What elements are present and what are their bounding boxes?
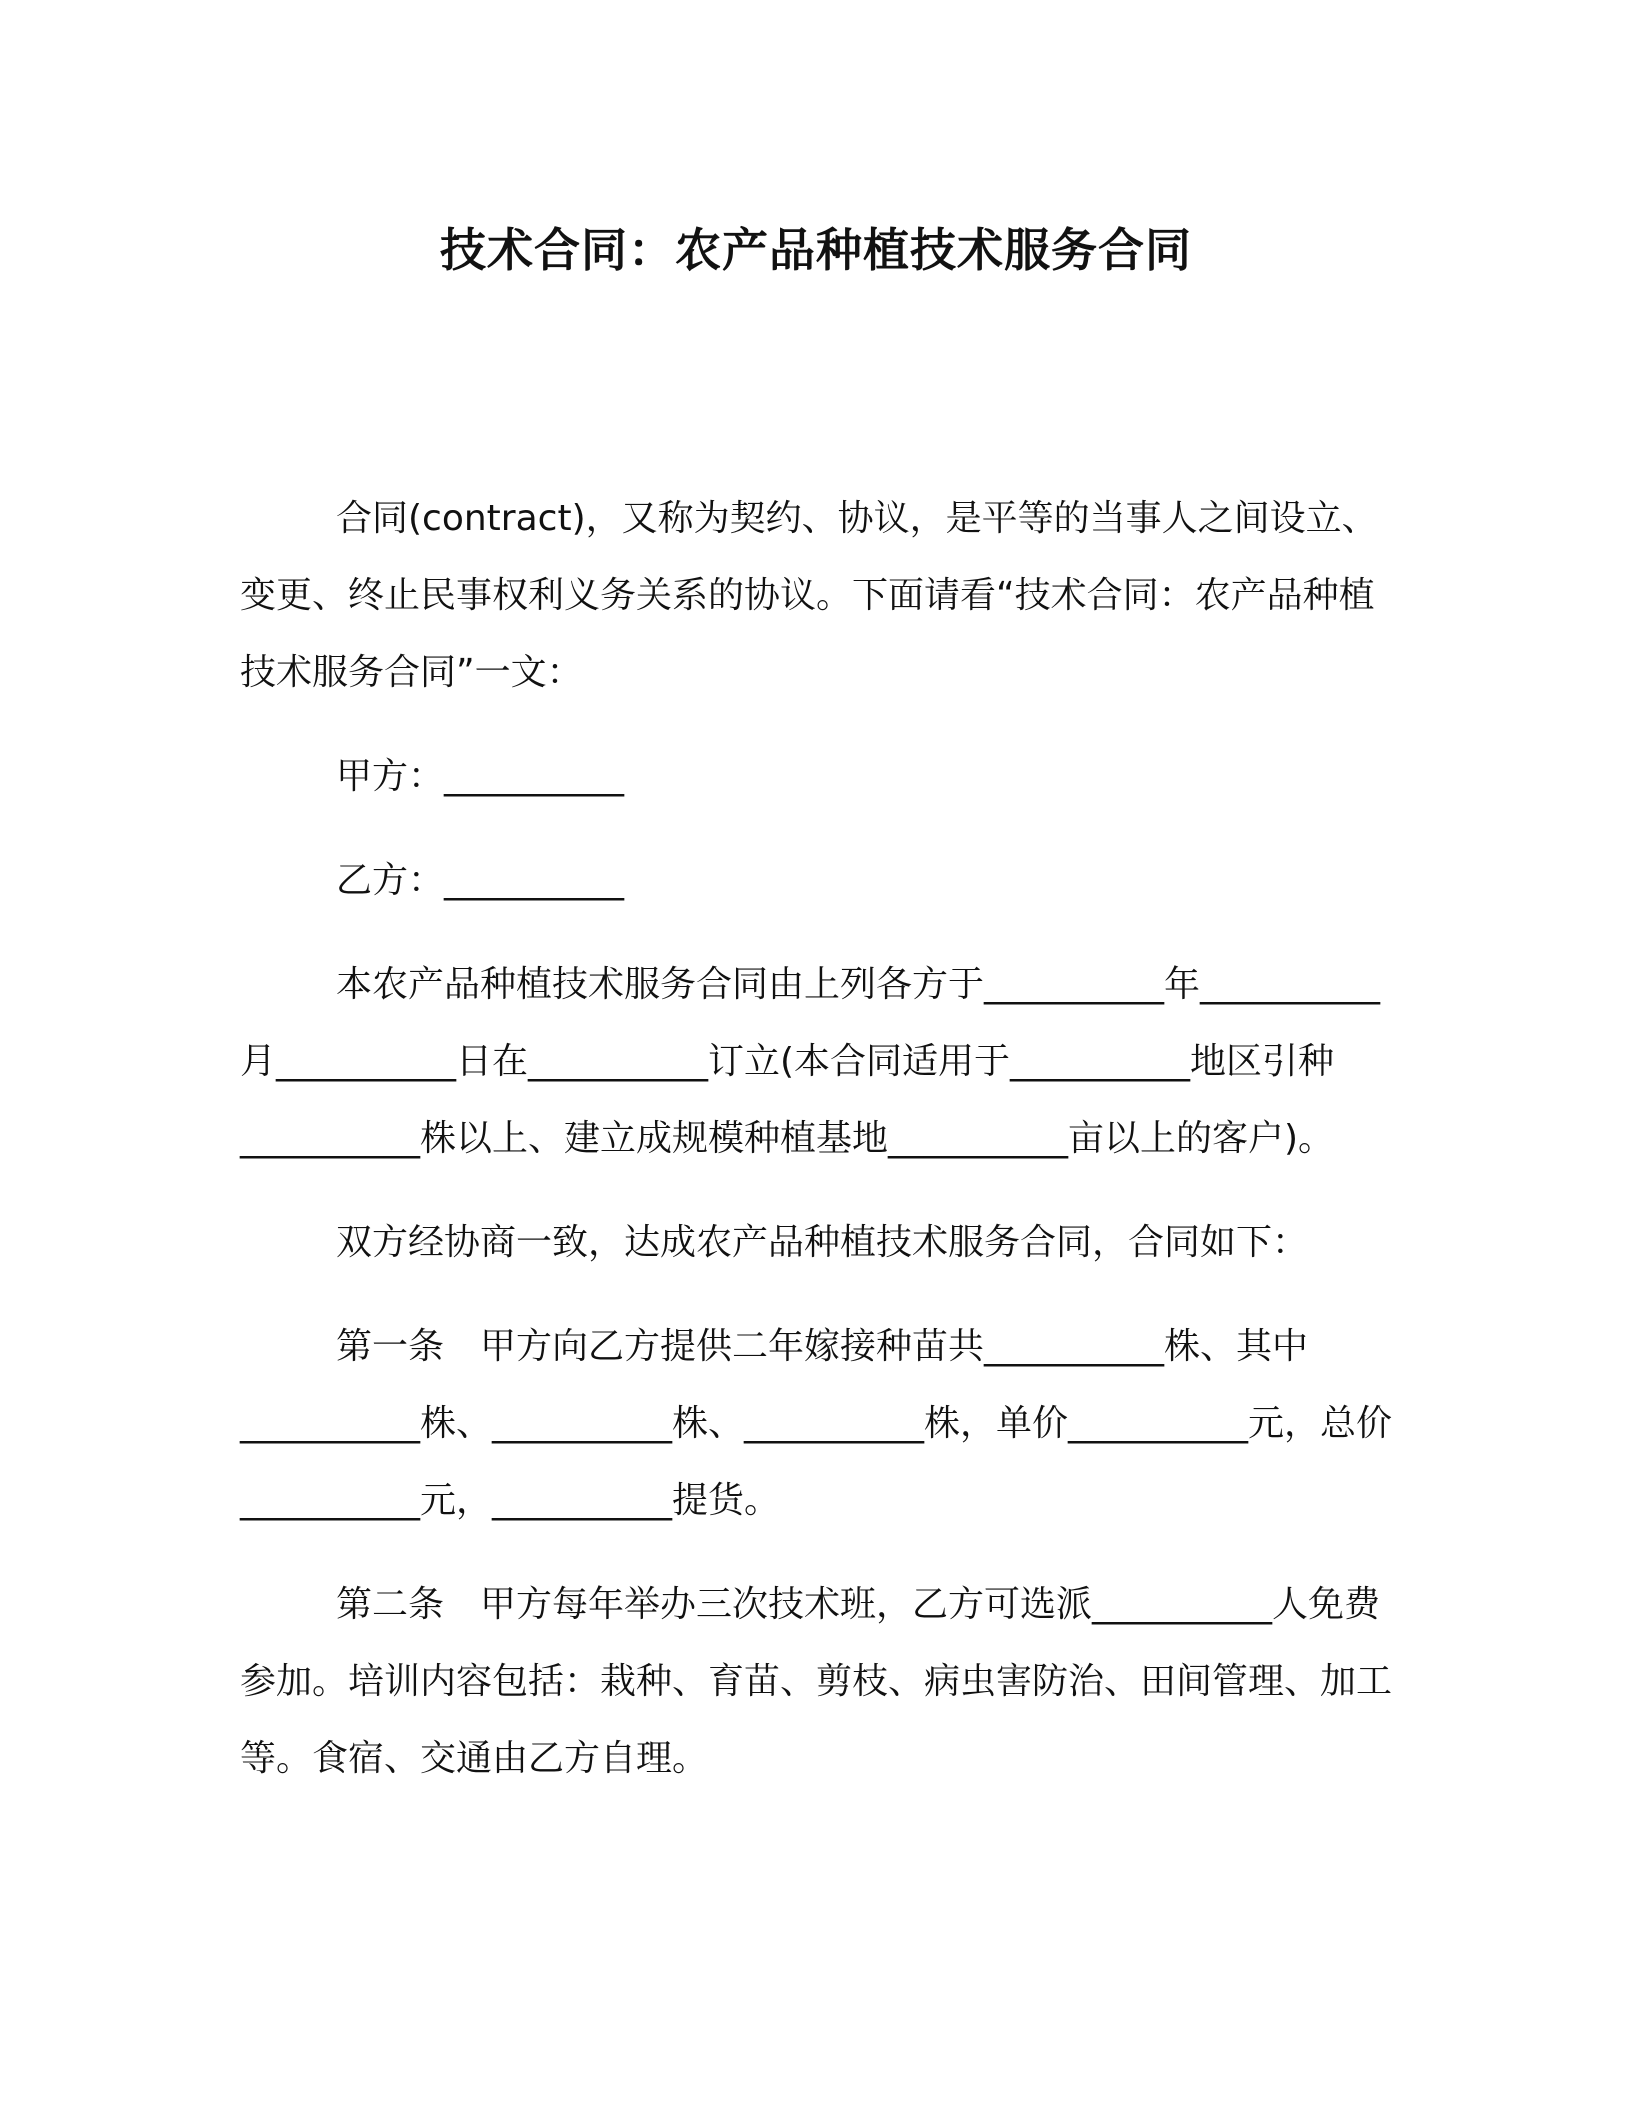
paragraph-agreement: 双方经协商一致，达成农产品种植技术服务合同，合同如下： — [336, 1222, 1309, 1263]
paragraph-article-2: 第二条 甲方每年举办三次技术班，乙方可选派__________人免费参加。培训内容包括：栽种、育苗、剪枝、病虫害防治、田间管理、加工等。食宿、交通由乙方自理。 — [240, 1584, 1393, 1779]
document-title: 技术合同：农产品种植技术服务合同 — [440, 223, 1192, 277]
paragraph-signing: 本农产品种植技术服务合同由上列各方于__________年__________月__________日在__________订立(本合同适用于__________地区引种__________株以上、建立成规模种植基地__________亩以上的客户)。 — [240, 964, 1381, 1159]
document-body — [240, 480, 1400, 1824]
paragraph-article-1: 第一条 甲方向乙方提供二年嫁接种苗共__________株、其中__________株、__________株、__________株，单价__________元，总价__________元，__________提货。 — [240, 1326, 1393, 1521]
paragraph-intro: 合同(contract)，又称为契约、协议，是平等的当事人之间设立、变更、终止民事权利义务关系的协议。下面请看“技术合同：农产品种植技术服务合同”一文： — [240, 498, 1378, 693]
paragraph-party-b: 乙方：__________ — [336, 860, 625, 901]
paragraph-party-a: 甲方：__________ — [336, 756, 625, 797]
